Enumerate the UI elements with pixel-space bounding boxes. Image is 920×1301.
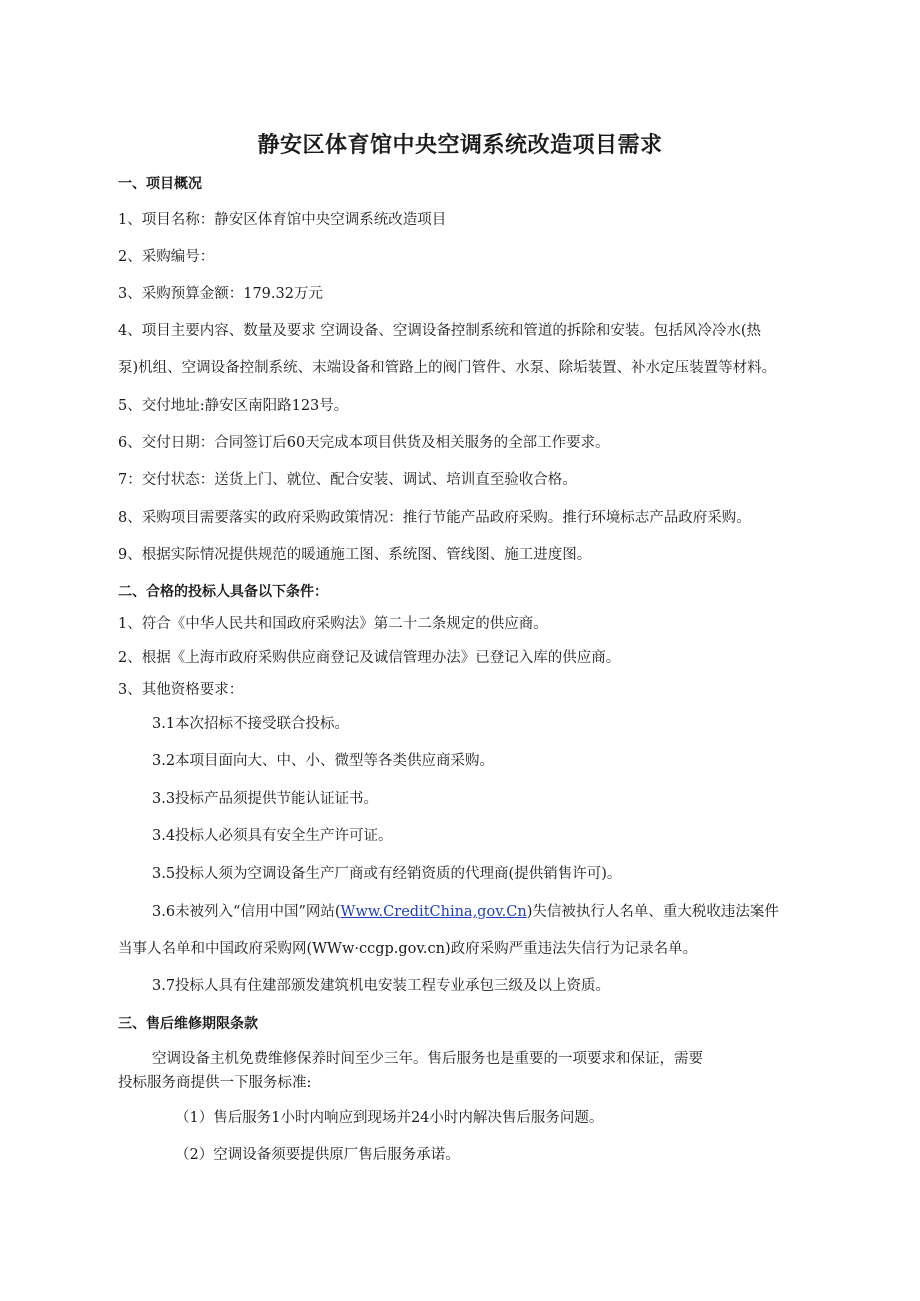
section2-item-1: 1、符合《中华人民共和国政府采购法》第二十二条规定的供应商。: [118, 616, 548, 632]
requirement-3-1: 3.1本次招标不接受联合投标。: [152, 716, 350, 732]
section1-item-5: 5、交付地址:静安区南阳路123号。: [118, 398, 349, 414]
requirement-3-5: 3.5投标人须为空调设备生产厂商或有经销资质的代理商(提供销售许可)。: [152, 866, 622, 882]
requirement-3-2: 3.2本项目面向大、中、小、微型等各类供应商采购。: [152, 753, 495, 769]
section1-item-1: 1、项目名称：静安区体育馆中央空调系统改造项目: [118, 212, 447, 228]
after-sales-paragraph: 空调设备主机免费维修保养时间至少三年。售后服务也是重要的一项要求和保证，需要: [152, 1051, 703, 1067]
section1-item-4-cont: 泵)机组、空调设备控制系统、末端设备和管路上的阀门管件、水泵、除垢装置、补水定压装置等材料。: [118, 360, 777, 376]
requirement-3-6-text-end: )失信被执行人名单、重大税收违法案件: [526, 904, 779, 920]
after-sales-paragraph-cont: 投标服务商提供一下服务标准:: [118, 1075, 312, 1091]
section2-item-3: 3、其他资格要求：: [118, 682, 244, 698]
after-sales-item-2: （2）空调设备须要提供原厂售后服务承诺。: [175, 1147, 460, 1163]
section1-item-9: 9、根据实际情况提供规范的暖通施工图、系统图、管线图、施工进度图。: [118, 547, 592, 563]
requirement-3-4: 3.4投标人必须具有安全生产许可证。: [152, 828, 393, 844]
section3-heading: 三、售后维修期限条款: [118, 1016, 258, 1032]
requirement-3-6-cont: 当事人名单和中国政府采购网(WWw·ccgp.gov.cn)政府采购严重违法失信行为记录名单。: [118, 941, 698, 957]
requirement-3-7: 3.7投标人具有住建部颁发建筑机电安装工程专业承包三级及以上资质。: [152, 978, 611, 994]
document-title: 静安区体育馆中央空调系统改造项目需求: [257, 133, 663, 158]
section1-item-8: 8、采购项目需要落实的政府采购政策情况：推行节能产品政府采购。推行环境标志产品政府采购。: [118, 510, 751, 526]
section1-item-7: 7：交付状态：送货上门、就位、配合安装、调试、培训直至验收合格。: [118, 472, 577, 488]
section2-item-2: 2、根据《上海市政府采购供应商登记及诚信管理办法》已登记入库的供应商。: [118, 650, 621, 666]
after-sales-item-1: （1）售后服务1小时内响应到现场并24小时内解决售后服务问题。: [175, 1110, 604, 1126]
section1-item-2: 2、采购编号：: [118, 249, 215, 265]
requirement-3-3: 3.3投标产品须提供节能认证证书。: [152, 791, 379, 807]
section2-heading: 二、合格的投标人具备以下条件：: [118, 584, 328, 600]
requirement-3-6-text: 3.6未被列入“信用中国”网站(: [152, 904, 341, 920]
requirement-3-6: [152, 902, 779, 922]
section1-heading: 一、项目概况: [118, 176, 202, 192]
section1-item-6: 6、交付日期：合同签订后60天完成本项目供货及相关服务的全部工作要求。: [118, 435, 610, 451]
section1-item-3: 3、采购预算金额：179.32万元: [118, 286, 323, 302]
section1-item-4: 4、项目主要内容、数量及要求 空调设备、空调设备控制系统和管道的拆除和安装。包括风冷冷水(热: [118, 323, 761, 339]
credit-china-link[interactable]: Www.CreditChina,gov.Cn: [340, 904, 527, 920]
